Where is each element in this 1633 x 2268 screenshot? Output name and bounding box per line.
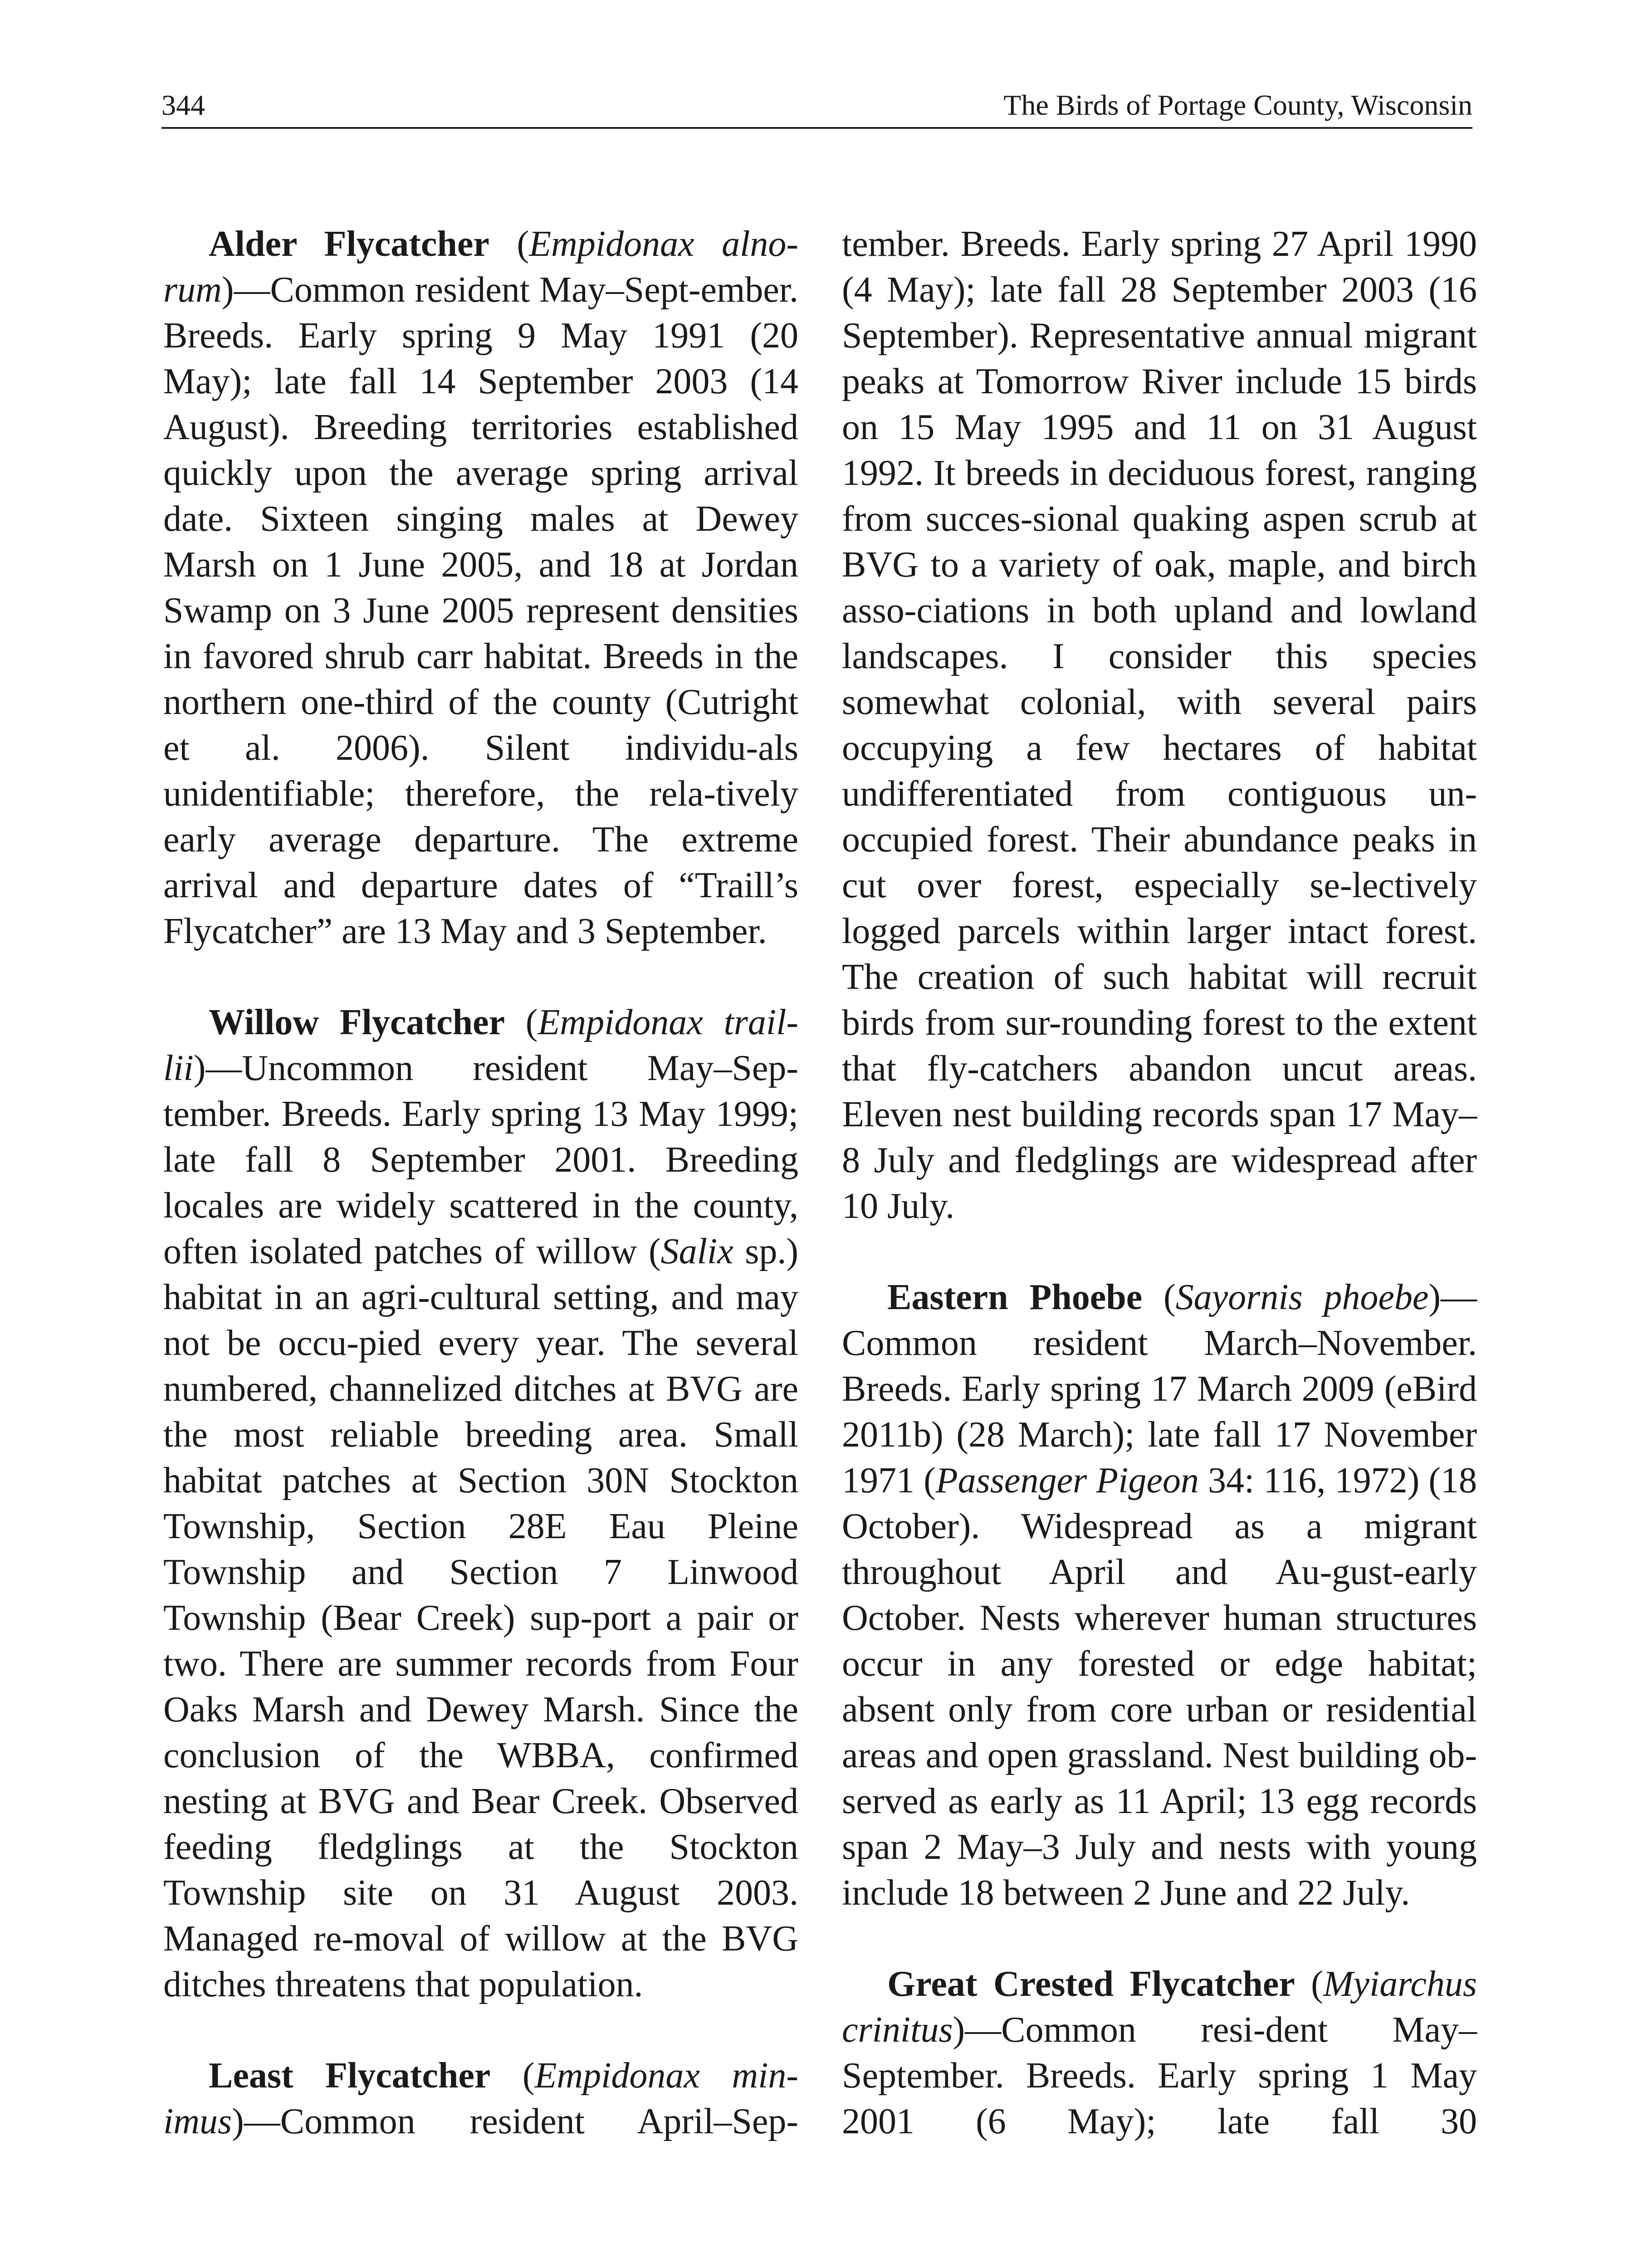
- paren-open: (: [1295, 1964, 1323, 2004]
- entry-text: )—Uncommon resident May–Sep-tember. Breeds. Early spring 13 May 1999; late fall 8 September 2001. Breeding locales are widely scattered in the county, often isolated patches of willow (: [163, 1048, 798, 1271]
- paren-open: (: [489, 224, 529, 264]
- species-name: Willow Flycatcher: [209, 1002, 505, 1042]
- species-entry-eastern-phoebe: [842, 1275, 1477, 1916]
- species-name: Alder Flycatcher: [209, 224, 489, 264]
- page-number: 344: [161, 89, 205, 121]
- species-entry-least-flycatcher: [163, 2053, 798, 2145]
- species-name: Eastern Phoebe: [887, 1277, 1143, 1317]
- running-title: The Birds of Portage County, Wisconsin: [1003, 89, 1472, 121]
- entry-text: sp.) habitat in an agri-cultural setting, and may not be occu-pied every year. The several numbered, channelized ditches at BVG are the most reliable breeding area. Small habitat patches at Section 30N Stockton Township, Section 28E Eau Pleine Township and Section 7 Linwood Township (Bear Creek) sup-port a pair or two. There are summer records from Four Oaks Marsh and Dewey Marsh. Since the conclusion of the WBBA, confirmed nesting at BVG and Bear Creek. Observed feeding fledglings at the Stockton Township site on 31 August 2003. Managed re-moval of willow at the BVG ditches threatens that population.: [163, 1232, 798, 2004]
- scientific-name: Sayornis phoebe: [1175, 1277, 1429, 1317]
- paren-open: (: [490, 2056, 535, 2096]
- running-header: [161, 82, 1472, 129]
- paren-open: (: [1142, 1277, 1176, 1317]
- scientific-name: Empidonax trail-lii: [163, 1002, 799, 1088]
- species-name: Least Flycatcher: [209, 2056, 491, 2096]
- entry-text: tember. Breeds. Early spring 27 April 1990 (4 May); late fall 28 September 2003 (16 September). Representative annual migrant peaks at Tomorrow River include 15 birds on 15 May 1995 and 11 on 31 August 1992. It breeds in deciduous forest, ranging from succes-sional quaking aspen scrub at BVG to a variety of oak, maple, and birch asso-ciations in both upland and lowland landscapes. I consider this species somewhat colonial, with several pairs occupying a few hectares of habitat undifferentiated from contiguous un-occupied forest. Their abundance peaks in cut over forest, especially se-lectively logged parcels within larger intact forest. The creation of such habitat will recruit birds from sur-rounding forest to the extent that fly-catchers abandon uncut areas. Eleven nest building records span 17 May–8 July and fledglings are widespread after 10 July.: [842, 224, 1477, 1226]
- entry-text: 34: 116, 1972) (18 October). Widespread as a migrant throughout April and Au-gust-early October. Nests wherever human structures occur in any forested or edge habitat; absent only from core urban or residential areas and open grassland. Nest building ob-served as early as 11 April; 13 egg records span 2 May–3 July and nests with young include 18 between 2 June and 22 July.: [842, 1461, 1477, 1913]
- journal-name: Passenger Pigeon: [935, 1461, 1199, 1501]
- left-column: [163, 221, 798, 2145]
- entry-text: )—Common resi-dent May–September. Breeds. Early spring 1 May 2001 (6 May); late fall 30: [842, 2010, 1477, 2141]
- paren-open: (: [505, 1002, 538, 1042]
- scientific-name-inline: Salix: [660, 1232, 733, 1271]
- scientific-name: Empidonax min-imus: [163, 2056, 799, 2141]
- species-entry-willow-flycatcher: [163, 1000, 798, 2008]
- species-entry-least-flycatcher-continued: [842, 221, 1477, 1229]
- species-entry-alder-flycatcher: [163, 221, 798, 954]
- entry-text: )—Common resident April–Sep-: [232, 2102, 798, 2141]
- entry-text: )—Common resident May–Sept-ember. Breeds. Early spring 9 May 1991 (20 May); late fall 14 September 2003 (14 August). Breeding territories established quickly upon the average spring arrival date. Sixteen singing males at Dewey Marsh on 1 June 2005, and 18 at Jordan Swamp on 3 June 2005 represent densities in favored shrub carr habitat. Breeds in the northern one-third of the county (Cutright et al. 2006). Silent individu-als unidentifiable; therefore, the rela-tively early average departure. The extreme arrival and departure dates of “Traill’s Flycatcher” are 13 May and 3 September.: [163, 270, 798, 951]
- scientific-name: Empidonax alno-rum: [163, 224, 798, 310]
- species-entry-great-crested-flycatcher: [842, 1961, 1477, 2145]
- scientific-name: Myiarchus crinitus: [842, 1964, 1477, 2050]
- right-column: [842, 221, 1477, 2145]
- species-name: Great Crested Flycatcher: [887, 1964, 1295, 2004]
- entry-text: )—Common resident March–November. Breeds. Early spring 17 March 2009 (eBird 2011b) (28 March); late fall 17 November 1971 (: [842, 1277, 1477, 1501]
